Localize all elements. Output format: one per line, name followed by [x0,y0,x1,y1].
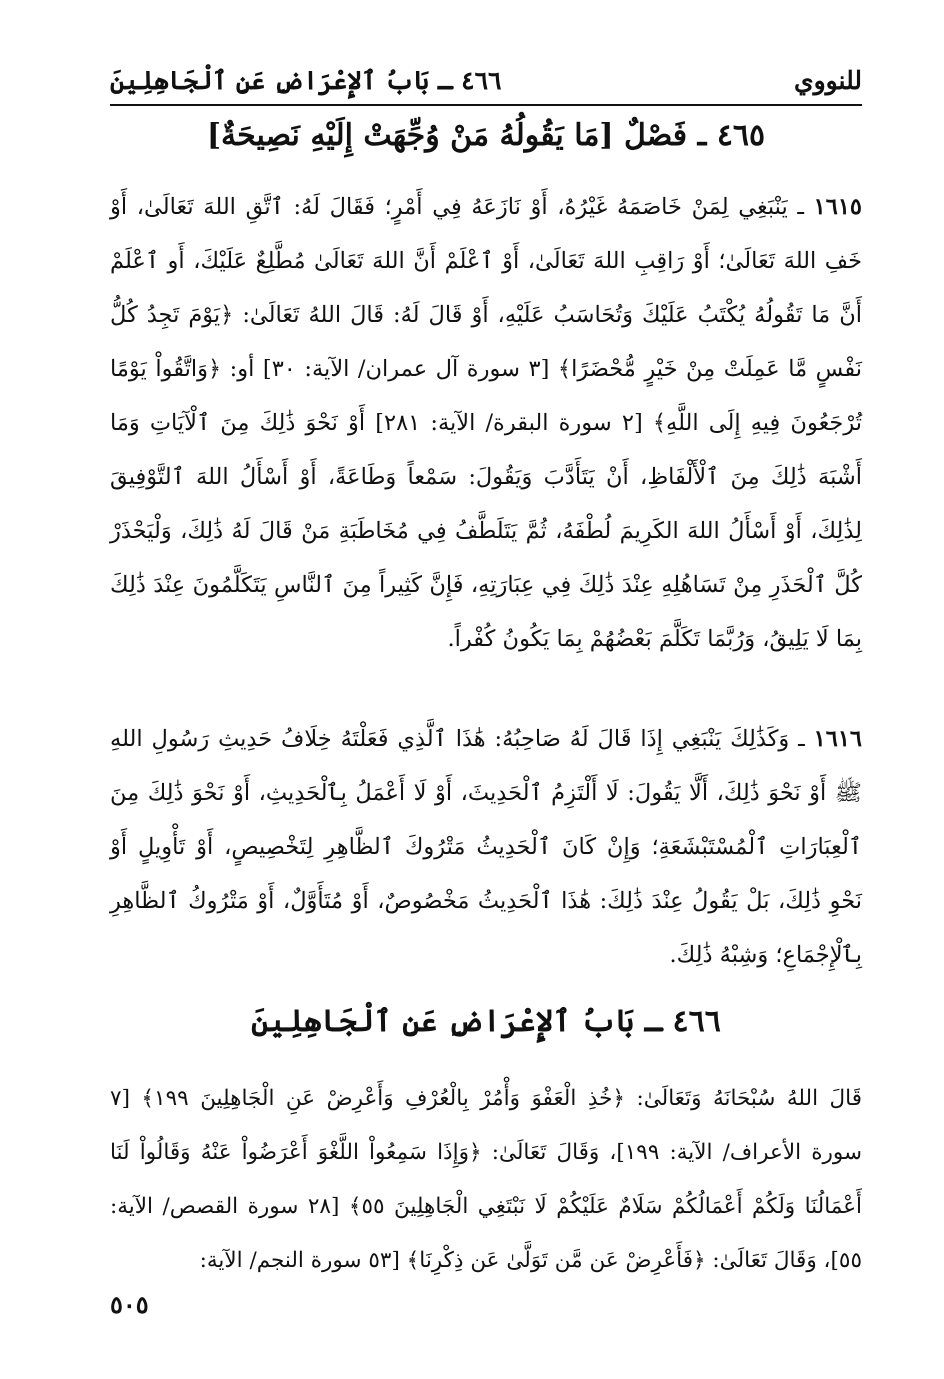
paragraph-number: ١٦١٥ [813,194,862,220]
page-number: ٥٠٥ [110,1290,149,1319]
paragraph-text: ـ وَكَذَٰلِكَ يَنْبَغِي إِذَا قَالَ لَهُ صَاحِبُهُ: هَٰذَا ٱلَّذِي فَعَلْتَهُ خِلَافُ حَدِيثِ رَسُولِ اللهِ ﷺ أَوْ نَحْوَ ذَٰلِكَ، أَلَّا يَقُولَ: لَا أَلْتَزِمُ ٱلْحَدِيثَ، أَوْ لَا أَعْمَلُ بِٱلْحَدِيثِ، أَوْ نَحْوَ ذَٰلِكَ مِنَ ٱلْعِبَارَاتِ ٱلْمُسْتَبْشَعَةِ؛ وَإِنْ كَانَ ٱلْحَدِيثُ مَتْرُوكَ ٱلظَّاهِرِ لِتَخْصِيصٍ، أَوْ تَأْوِيلٍ أَوْ نَحْوِ ذَٰلِكَ، بَلْ يَقُولُ عِنْدَ ذَٰلِكَ: هَٰذَا ٱلْحَدِيثُ مَخْصُوصٌ، أَوْ مُتَأَوَّلٌ، أَوْ مَتْرُوكُ ٱلظَّاهِرِ بِٱلْإِجْمَاعِ؛ وَشِبْهُ ذَٰلِكَ. [110,726,862,968]
section-466-text: قَالَ اللهُ سُبْحَانَهُ وَتَعَالَىٰ: ﴿خُذِ الْعَفْوَ وَأْمُرْ بِالْعُرْفِ وَأَعْرِضْ عَنِ الْجَاهِلِينَ ١٩٩﴾ [٧ سورة الأعراف/ الآية: ١٩٩]، وَقَالَ تَعَالَىٰ: ﴿وَإِذَا سَمِعُواْ اللَّغْوَ أَعْرَضُواْ عَنْهُ وَقَالُواْ لَنَا أَعْمَالُنَا وَلَكُمْ أَعْمَالُكُمْ سَلَامٌ عَلَيْكُمْ لَا نَبْتَغِي الْجَاهِلِينَ ٥٥﴾ [٢٨ سورة القصص/ الآية: ٥٥]، وَقَالَ تَعَالَىٰ: ﴿فَأَعْرِضْ عَن مَّن تَوَلَّىٰ عَن ذِكْرِنَا﴾ [٥٣ سورة النجم/ الآية: [110,1086,863,1273]
header-author: للنووي [794,65,862,95]
paragraph-text: ـ يَنْبَغِي لِمَنْ خَاصَمَهُ غَيْرُهُ، أَوْ نَازَعَهُ فِي أَمْرٍ؛ فَقَالَ لَهُ: ٱتَّقِ اللهَ تَعَالَىٰ، أَوْ خَفِ اللهَ تَعَالَىٰ؛ أَوْ رَاقِبِ اللهَ تَعَالَىٰ، أَوْ ٱعْلَمْ أَنَّ اللهَ تَعَالَىٰ مُطَّلِعٌ عَلَيْكَ، أَو ٱعْلَمْ أَنَّ مَا تَقُولُهُ يُكْتَبُ عَلَيْكَ وَتُحَاسَبُ عَلَيْهِ، أَوْ قَالَ لَهُ: قَالَ اللهُ تَعَالَىٰ: ﴿يَوْمَ تَجِدُ كُلُّ نَفْسٍ مَّا عَمِلَتْ مِنْ خَيْرٍ مُّحْضَرًا﴾ [٣ سورة آل عمران/ الآية: ٣٠] أو: ﴿وَاتَّقُواْ يَوْمًا تُرْجَعُونَ فِيهِ إِلَى اللَّهِ﴾ [٢ سورة البقرة/ الآية: ٢٨١] أَوْ نَحْوَ ذَٰلِكَ مِنَ ٱلْآيَاتِ وَمَا أَشْبَهَ ذَٰلِكَ مِنَ ٱلْأَلْفَاظِ، أَنْ يَتَأَدَّبَ وَيَقُولَ: سَمْعاً وَطَاعَةً، أَوْ أَسْأَلُ اللهَ ٱلتَّوْفِيقَ لِذَٰلِكَ، أَوْ أَسْأَلُ اللهَ الكَرِيمَ لُطْفَهُ، ثُمَّ يَتَلَطَّفُ فِي مُخَاطَبَةِ مَنْ قَالَ لَهُ ذَٰلِكَ، وَلْيَحْذَرْ كُلَّ ٱلْحَذَرِ مِنْ تَسَاهُلِهِ عِنْدَ ذَٰلِكَ فِي عِبَارَتِهِ، فَإِنَّ كَثِيراً مِنَ ٱلنَّاسِ يَتَكَلَّمُونَ عِنْدَ ذَٰلِكَ بِمَا لَا يَلِيقُ، وَرُبَّمَا تَكَلَّمَ بَعْضُهُمْ بِمَا يَكُونُ كُفْراً. [110,194,863,652]
paragraph-1615 [110,180,862,666]
header-divider [110,104,862,106]
header-chapter: ٤٦٦ ـ بَابُ ٱلإِعْرَاضِ عَنِ ٱلْجَاهِلِينَ [110,65,502,95]
section-466-title: ٤٦٦ ـ بَابُ ٱلإِعْرَاضِ عَنِ ٱلْجَاهِلِينَ [251,1004,721,1039]
paragraph-1616 [110,712,862,982]
paragraph-number: ١٦١٦ [813,726,862,752]
section-465-title: ٤٦٥ ـ فَصْلٌ [مَا يَقُولُهُ مَنْ وُجِّهَتْ إِلَيْهِ نَصِيحَةٌ] [206,118,766,153]
running-header [110,58,862,102]
